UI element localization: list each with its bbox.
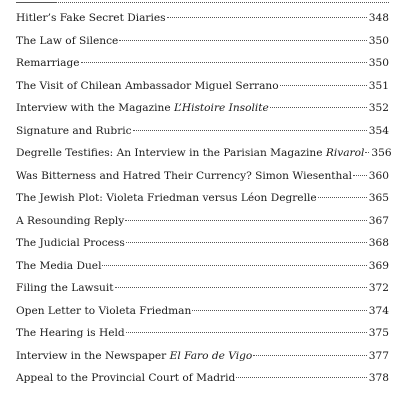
toc-entry[interactable]: [16, 259, 389, 273]
toc-entry-title: [16, 214, 124, 228]
toc-entry-page-number: 360: [368, 170, 389, 182]
dot-leader: [167, 17, 367, 18]
toc-entry-page-number: 372: [368, 282, 389, 294]
dot-leader: [126, 332, 367, 333]
toc-entry-title: [16, 349, 252, 363]
toc-entry-title-text: The Law of Silence: [16, 35, 119, 47]
toc-entry-page-number: 356: [371, 147, 392, 159]
toc-entry[interactable]: [16, 101, 389, 115]
toc-entry[interactable]: [16, 34, 389, 48]
toc-entry[interactable]: [16, 281, 389, 295]
toc-entry-title: [16, 236, 125, 250]
toc-entry-title-text: Remarriage: [16, 57, 80, 69]
toc-entry-title-text: Interview in the Newspaper: [16, 350, 170, 362]
toc-entry-page-number: 378: [368, 372, 389, 384]
toc-entry[interactable]: [16, 326, 389, 340]
toc-entry[interactable]: [16, 191, 389, 205]
toc-entry-title-text: Interview with the Magazine: [16, 102, 174, 114]
toc-entry[interactable]: [16, 349, 389, 363]
toc-entry-title-text: Hitler’s Fake Secret Diaries: [16, 12, 166, 24]
dot-leader: [270, 107, 367, 108]
toc-entry-title-italic: El Faro de Vigo: [169, 350, 253, 362]
toc-entry-title: [16, 146, 364, 160]
toc-entry-title-text: Was Bitterness and Hatred Their Currency? Simon Wiesenthal: [16, 170, 353, 182]
cut-off-dot-leader: [56, 0, 389, 3]
toc-entry-title-italic: L’Histoire Insolite: [174, 102, 269, 114]
dot-leader: [102, 265, 366, 266]
toc-entry-page-number: 351: [368, 80, 389, 92]
toc-entry-title: [16, 281, 114, 295]
toc-entry-page-number: 352: [368, 102, 389, 114]
toc-entry[interactable]: [16, 79, 389, 93]
toc-entry[interactable]: [16, 304, 389, 318]
toc-entry-title-text: The Hearing is Held: [16, 327, 125, 339]
cut-off-previous-entry: [16, 0, 389, 3]
toc-entry-page-number: 367: [368, 215, 389, 227]
toc-entry-page-number: 375: [368, 327, 389, 339]
toc-entry-page-number: 350: [368, 35, 389, 47]
dot-leader: [236, 377, 366, 378]
dot-leader: [119, 40, 366, 41]
toc-entry-title-text: Filing the Lawsuit: [16, 282, 114, 294]
toc-entry-page-number: 368: [368, 237, 389, 249]
toc-entry-title-text: The Media Duel: [16, 260, 102, 272]
dot-leader: [125, 220, 367, 221]
toc-entry-title-text: Signature and Rubric: [16, 125, 132, 137]
toc-entry-page-number: 374: [368, 305, 389, 317]
toc-entry[interactable]: [16, 371, 389, 385]
toc-entry[interactable]: [16, 214, 389, 228]
toc-entry-title: [16, 191, 317, 205]
toc-entry[interactable]: [16, 146, 392, 160]
toc-entry-title-text: Open Letter to Violeta Friedman: [16, 305, 192, 317]
dot-leader: [115, 287, 367, 288]
toc-entry[interactable]: [16, 169, 389, 183]
toc-entry-title-text: Degrelle Testifies: An Interview in the Parisian Magazine: [16, 147, 326, 159]
toc-entry-title-italic: Rivarol: [325, 147, 365, 159]
dot-leader: [253, 355, 366, 356]
toc-entry-title-text: A Resounding Reply: [16, 215, 125, 227]
toc-entry-title: [16, 34, 118, 48]
toc-entry-page-number: 348: [368, 12, 389, 24]
dot-leader: [192, 310, 366, 311]
toc-entry-title: [16, 56, 80, 70]
toc-entry-title-text: The Judicial Process: [16, 237, 125, 249]
cut-off-text-fragment: [16, 0, 56, 3]
dot-leader: [133, 130, 367, 131]
toc-entry-title-text: Appeal to the Provincial Court of Madrid: [16, 372, 236, 384]
toc-entry-title-text: The Jewish Plot: Violeta Friedman versus Léon Degrelle: [16, 192, 317, 204]
toc-entry-title: [16, 11, 166, 25]
toc-entry-title: [16, 101, 269, 115]
toc-entry-title: [16, 326, 125, 340]
dot-leader: [280, 85, 367, 86]
dot-leader: [353, 175, 367, 176]
toc-entry-title: [16, 169, 352, 183]
toc-entry-title: [16, 304, 191, 318]
toc-entry-title: [16, 124, 132, 138]
toc-entry-page-number: 350: [368, 57, 389, 69]
dot-leader: [365, 152, 369, 153]
toc-entry-title: [16, 259, 101, 273]
toc-entry-title: [16, 79, 279, 93]
toc-entry-title: [16, 371, 235, 385]
dot-leader: [318, 197, 367, 198]
toc-entry[interactable]: [16, 236, 389, 250]
toc-entry[interactable]: [16, 11, 389, 25]
toc-entry[interactable]: [16, 56, 389, 70]
dot-leader: [126, 242, 367, 243]
toc-entry[interactable]: [16, 124, 389, 138]
toc-entry-page-number: 377: [368, 350, 389, 362]
toc-entry-page-number: 365: [368, 192, 389, 204]
toc-entry-page-number: 354: [368, 125, 389, 137]
toc-entry-title-text: The Visit of Chilean Ambassador Miguel Serrano: [16, 80, 279, 92]
dot-leader: [81, 62, 367, 63]
toc-entry-page-number: 369: [368, 260, 389, 272]
